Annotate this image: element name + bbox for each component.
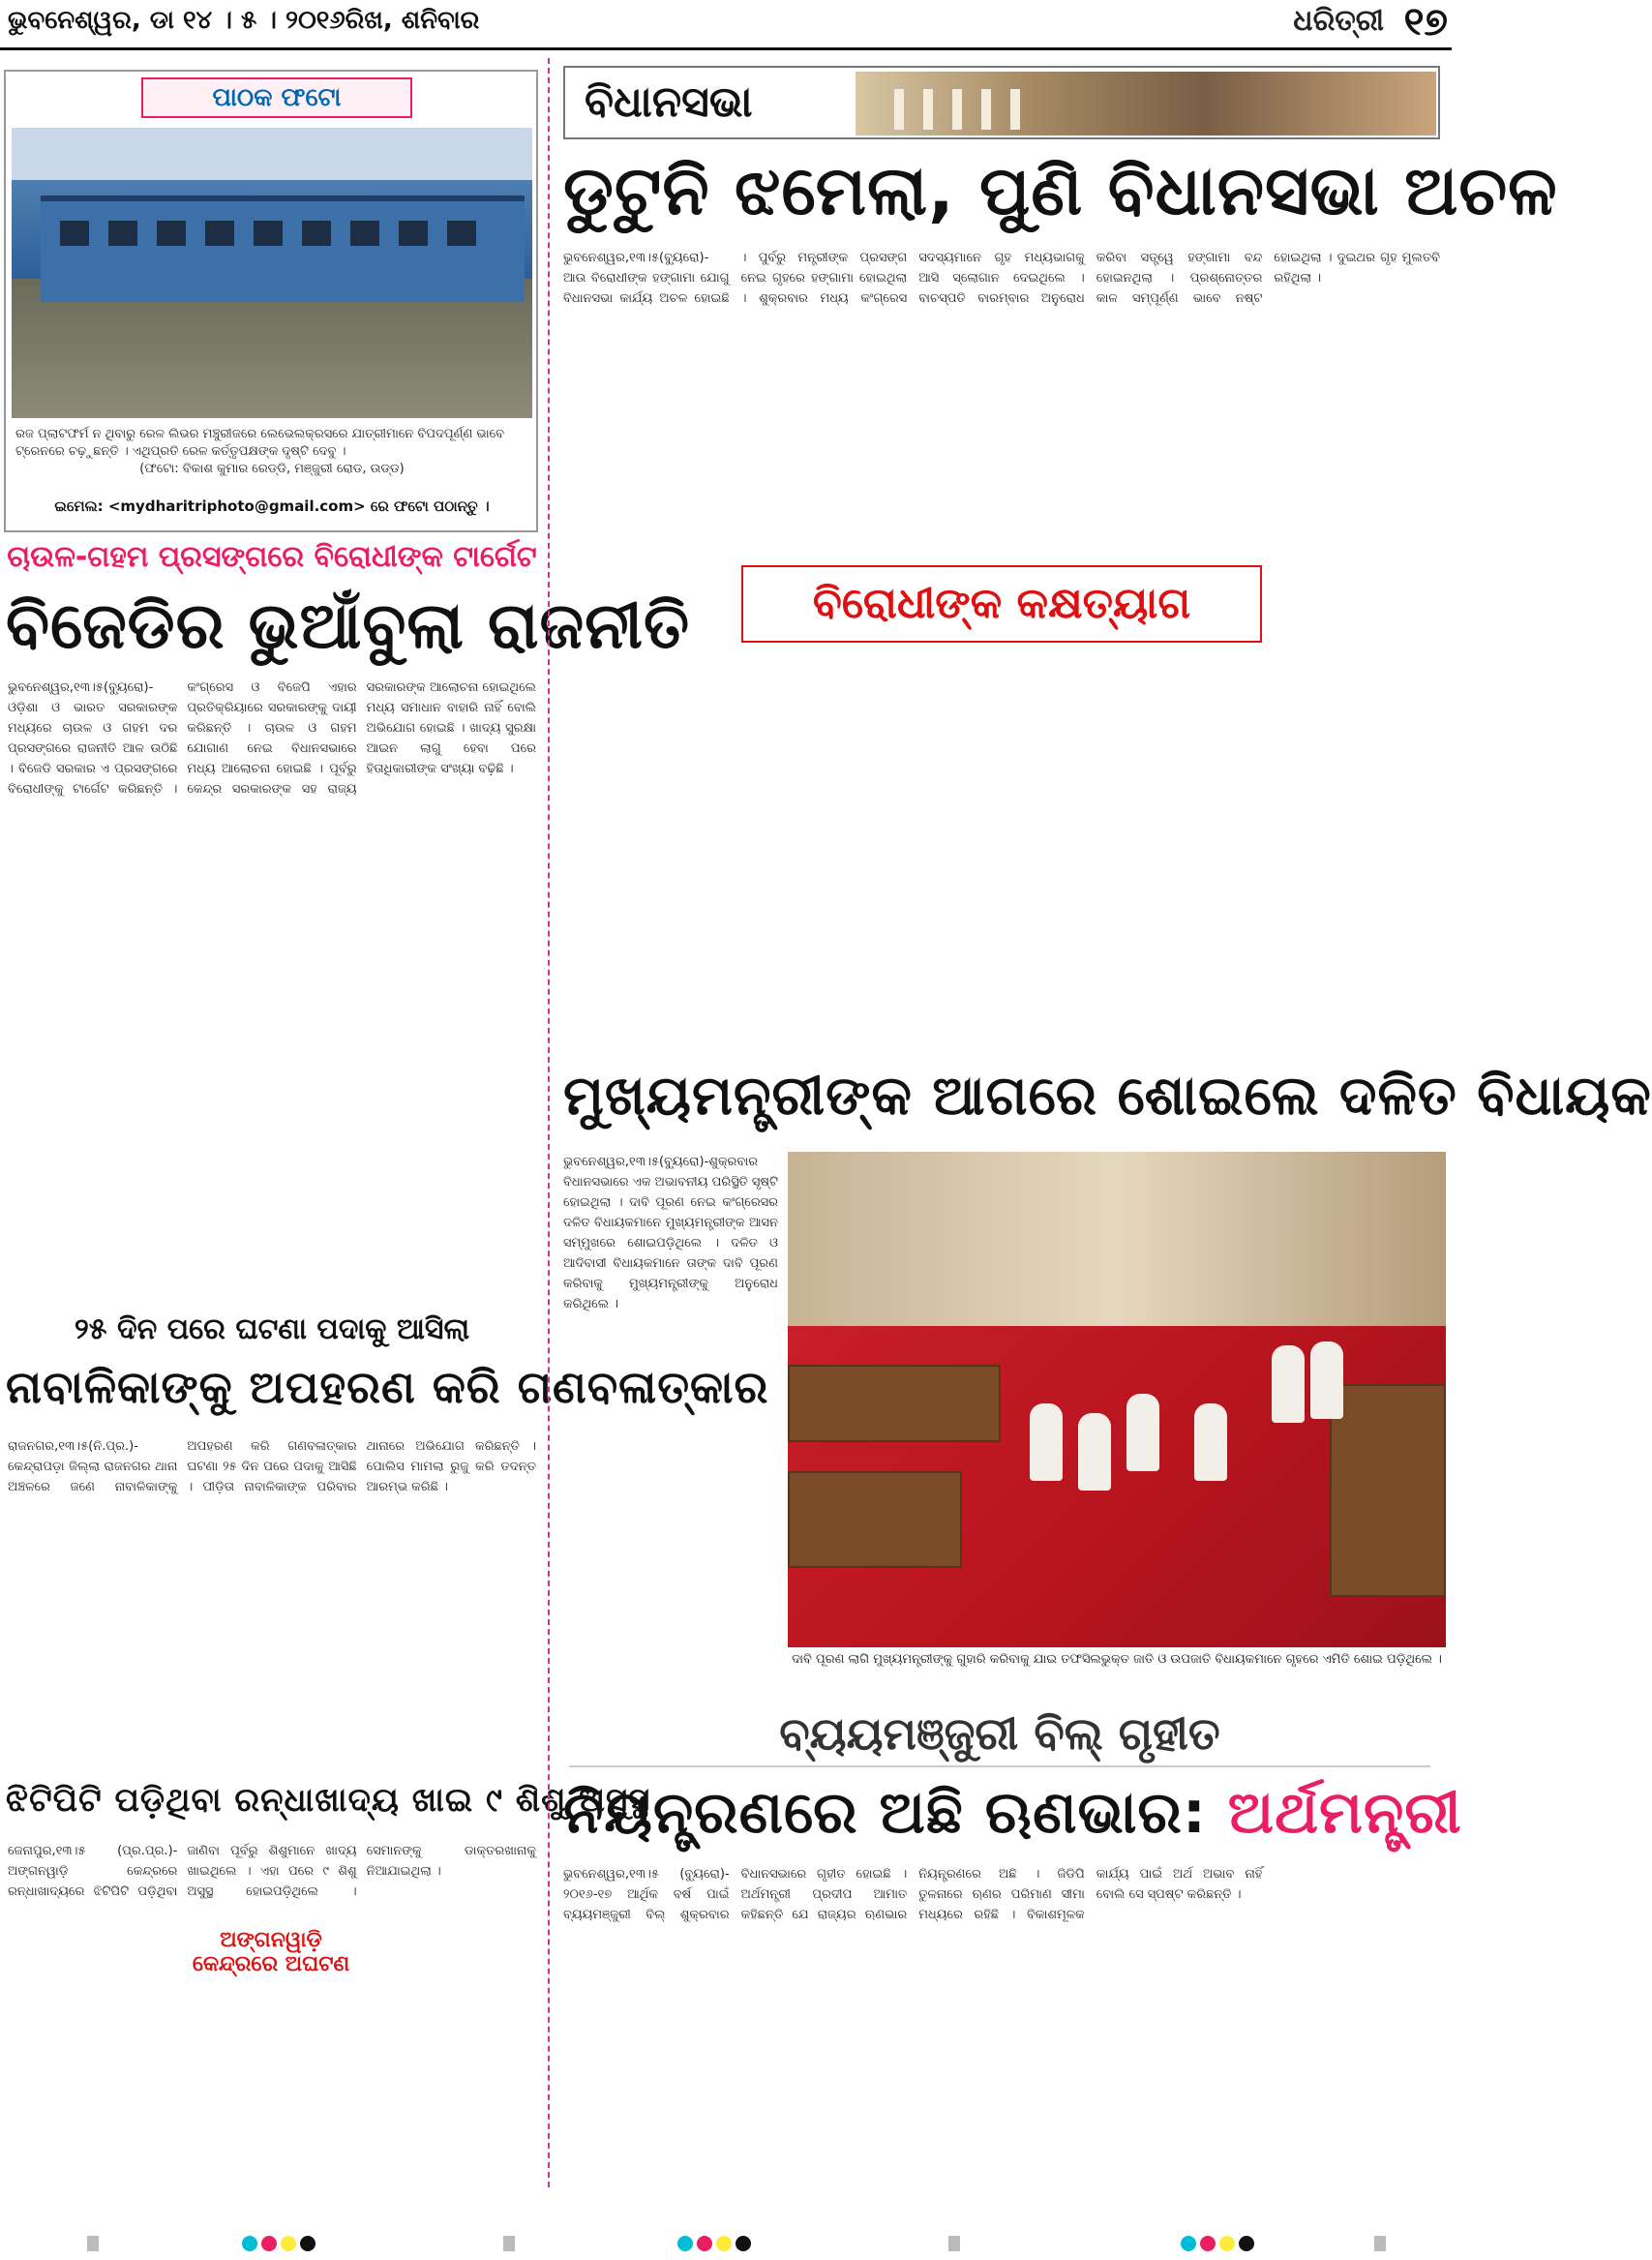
assembly-floor-photo [788,1152,1446,1647]
person-shape [1030,1403,1063,1481]
yellow-dot [281,2236,296,2251]
assembly-building-photo [856,72,1436,136]
train-window [254,221,283,246]
story6-headline [563,1779,1462,1847]
story2-kicker: ୨୫ ଦିନ ପରେ ଘଟଣା ପଦାକୁ ଆସିଲା [74,1312,470,1346]
reader-photo-tag: ପାଠକ ଫଟୋ [141,77,412,118]
bench-shape [1330,1384,1446,1597]
pillar-shape [981,89,991,130]
story6-headline-accent: ଅର୍ଥମନ୍ତ୍ରୀ [1227,1779,1462,1847]
pillar-shape [894,89,904,130]
cyan-dot [1181,2236,1196,2251]
train-window [108,221,137,246]
train-window [205,221,234,246]
paper-logo: ଧରିତ୍ରୀ [1293,4,1384,38]
bench-shape [788,1471,962,1568]
black-dot [300,2236,315,2251]
person-shape [1194,1403,1227,1481]
black-dot [736,2236,751,2251]
page-number: ୧୭ [1403,0,1448,45]
registration-mark [87,2236,99,2251]
person-shape [1272,1345,1305,1423]
train-window [350,221,379,246]
story5-body: ଭୁବନେଶ୍ୱର,୧୩।୫(ବ୍ୟୁରୋ)-ଶୁକ୍ରବାର ବିଧାନସଭାରେ ଏକ ଅଭାବନୀୟ ପରିସ୍ଥିତି ସୃଷ୍ଟି ହୋଇଥିଲା । ଦାବି ପୂରଣ ନେଇ କଂଗ୍ରେସର ଦଳିତ ବିଧାୟକମାନେ ମୁଖ୍ୟମନ୍ତ୍ରୀଙ୍କ ଆସନ ସମ୍ମୁଖରେ ଶୋଇପଡ଼ିଥିଲେ । ଦଳିତ ଓ ଆଦିବାସୀ ବିଧାୟକମାନେ ତାଙ୍କ ଦାବି ପୂରଣ କରିବାକୁ ମୁଖ୍ୟମନ୍ତ୍ରୀଙ୍କୁ ଅନୁରୋଧ କରିଥିଲେ । [563,1155,778,1311]
train-window [60,221,89,246]
print-marks [0,2226,1452,2260]
story1-kicker: ଚାଉଳ-ଗହମ ପ୍ରସଙ୍ଗରେ ବିରୋଧୀଙ୍କ ଟାର୍ଗେଟ [7,540,537,574]
story2-headline: ନାବାଳିକାଙ୍କୁ ଅପହରଣ କରି ଗଣବଳାତ୍କାର [6,1361,769,1413]
story6-headline-main: ନିୟନ୍ତ୍ରଣରେ ଅଛି ଋଣଭାର: [563,1779,1207,1847]
story3-inset [174,1928,368,1996]
inset-title: ଅଙ୍ଗନୱାଡ଼ି [220,1928,322,1952]
story3-body: ଜେନାପୁର,୧୩।୫ (ପ୍ର.ପ୍ର.)- ଅଙ୍ଗନୱାଡ଼ି କେନ୍ଦ୍ରରେ ରନ୍ଧାଖାଦ୍ୟରେ ଝିଟିପିଟି ପଡ଼ିଥିବା ଜାଣିବା ପୂର୍ବରୁ ଶିଶୁମାନେ ଖାଦ୍ୟ ଖାଇଥିଲେ । ଏହା ପରେ ୯ ଶିଶୁ ଅସୁସ୍ଥ ହୋଇପଡ଼ିଥିଲେ । ସେମାନଙ୍କୁ ଡାକ୍ତରଖାନାକୁ ନିଆଯାଇଥିଲା । [8,1844,536,1899]
story1-body: ଭୁବନେଶ୍ୱର,୧୩।୫(ବ୍ୟୁରୋ)- ଓଡ଼ିଶା ଓ ଭାରତ ସରକାରଙ୍କ ମଧ୍ୟରେ ଚାଉଳ ଓ ଗହମ ଦର ପ୍ରସଙ୍ଗରେ ରାଜନୀତି ଆଳ ଉଠିଛି । ବିଜେଡି ସରକାର ଏ ପ୍ରସଙ୍ଗରେ ବିରୋଧୀଙ୍କୁ ଟାର୍ଗେଟ କରିଛନ୍ତି । କଂଗ୍ରେସ ଓ ବିଜେପି ଏହାର ପ୍ରତିକ୍ରିୟାରେ ସରକାରଙ୍କୁ ଦାୟୀ କରିଛନ୍ତି । ଚାଉଳ ଓ ଗହମ ଯୋଗାଣ ନେଇ ବିଧାନସଭାରେ ମଧ୍ୟ ଆଲୋଚନା ହୋଇଛି । ପୂର୍ବରୁ କେନ୍ଦ୍ର ସରକାରଙ୍କ ସହ ରାଜ୍ୟ ସରକାରଙ୍କ ଆଲୋଚନା ହୋଇଥିଲେ ମଧ୍ୟ ସମାଧାନ ବାହାରି ନାହିଁ ବୋଲି ଅଭିଯୋଗ ହୋଇଛି । ଖାଦ୍ୟ ସୁରକ୍ଷା ଆଇନ ଲାଗୁ ହେବା ପରେ ହିତାଧିକାରୀଙ୍କ ସଂଖ୍ୟା ବଢ଼ିଛି । [8,680,536,797]
cyan-dot [677,2236,693,2251]
bench-shape [788,1365,1001,1442]
right-column [548,58,1652,2187]
magenta-dot [261,2236,277,2251]
story3-headline: ଝିଟିପିଟି ପଡ଼ିଥିବା ରନ୍ଧାଖାଦ୍ୟ ଖାଇ ୯ ଶିଶୁ ଅସୁସ୍ଥ [6,1781,650,1820]
photo-credit: (ଫଟୋ: ବିକାଶ କୁମାର ରେଡ୍ଡି, ମଞ୍ଜୁରୀ ରୋଡ, ଉଡ୍ଡ) [139,462,405,476]
pillar-shape [1010,89,1020,130]
story6-body: ଭୁବନେଶ୍ୱର,୧୩।୫ (ବ୍ୟୁରୋ)- ୨୦୧୬-୧୭ ଆର୍ଥିକ ବର୍ଷ ପାଇଁ ବ୍ୟୟମଞ୍ଜୁରୀ ବିଲ୍ ଶୁକ୍ରବାର ବିଧାନସଭାରେ ଗୃହୀତ ହୋଇଛି । ଅର୍ଥମନ୍ତ୍ରୀ ପ୍ରଦୀପ ଆମାତ କହିଛନ୍ତି ଯେ ରାଜ୍ୟର ଋଣଭାର ନିୟନ୍ତ୍ରଣରେ ଅଛି । ଜିଡିପି ତୁଳନାରେ ଋଣର ପରିମାଣ ସୀମା ମଧ୍ୟରେ ରହିଛି । ବିକାଶମୂଳକ କାର୍ଯ୍ୟ ପାଇଁ ଅର୍ଥ ଅଭାବ ନାହିଁ ବୋଲି ସେ ସ୍ପଷ୍ଟ କରିଛନ୍ତି । [563,1867,1263,1922]
page-header [0,0,1452,50]
registration-mark [948,2236,960,2251]
train-window [447,221,476,246]
story1-headline: ବିଜେଡିର ଭୁଆଁବୁଲା ରାଜନୀତି [6,588,691,663]
magenta-dot [697,2236,712,2251]
reader-photo-box [4,70,538,532]
pillar-shape [923,89,933,130]
inset-subtitle: କେନ୍ଦ୍ରରେ ଅଘଟଣ [192,1952,350,1976]
story4-body: ଭୁବନେଶ୍ୱର,୧୩।୫(ବ୍ୟୁରୋ)- ଆଉ ବିରୋଧୀଙ୍କ ହଙ୍ଗାମା ଯୋଗୁ ବିଧାନସଭା କାର୍ଯ୍ୟ ଅଚଳ ହୋଇଛି । ପୁର୍ବରୁ ମନ୍ତ୍ରୀଙ୍କ ପ୍ରସଙ୍ଗ ନେଇ ଗୃହରେ ହଙ୍ଗାମା ହୋଇଥିଲା । ଶୁକ୍ରବାର ମଧ୍ୟ କଂଗ୍ରେସ ସଦସ୍ୟମାନେ ଗୃହ ମଧ୍ୟଭାଗକୁ ଆସି ସ୍ଲୋଗାନ ଦେଇଥିଲେ । ବାଚସ୍ପତି ବାରମ୍ବାର ଅନୁରୋଧ କରିବା ସତ୍ତ୍ୱେ ହଙ୍ଗାମା ବନ୍ଦ ହୋଇନଥିଲା । ପ୍ରଶ୍ନୋତ୍ତର କାଳ ସମ୍ପୂର୍ଣ୍ଣ ଭାବେ ନଷ୍ଟ ହୋଇଥିଲା । ଦୁଇଥର ଗୃହ ମୁଲତବି ରହିଥିଲା । [563,251,1440,306]
magenta-dot [1200,2236,1216,2251]
story2-body: ରାଜନଗର,୧୩।୫(ନି.ପ୍ର.)- କେନ୍ଦ୍ରାପଡ଼ା ଜିଲ୍ଲା ରାଜନଗର ଥାନା ଅଞ୍ଚଳରେ ଜଣେ ନାବାଳିକାଙ୍କୁ ଅପହରଣ କରି ଗଣବଳାତ୍କାର ଘଟଣା ୨୫ ଦିନ ପରେ ପଦାକୁ ଆସିଛି । ପୀଡ଼ିତା ନାବାଳିକାଙ୍କ ପରିବାର ଥାନାରେ ଅଭିଯୋଗ କରିଛନ୍ତି । ପୋଲିସ ମାମଲା ରୁଜୁ କରି ତଦନ୍ତ ଆରମ୍ଭ କରିଛି । [8,1439,536,1494]
sidebar-highlight-box: ବିରୋଧୀଙ୍କ କକ୍ଷତ୍ୟାଗ [741,565,1262,643]
registration-mark [1374,2236,1386,2251]
reader-photo-email: ଇମେଲ: <mydharitriphoto@gmail.com> ରେ ଫଟୋ ପଠାନ୍ତୁ । [54,497,490,515]
story6-kicker: ବ୍ୟୟମଞ୍ଜୁରୀ ବିଲ୍ ଗୃହୀତ [569,1703,1430,1767]
reader-photo-caption [15,426,528,478]
section-banner [563,66,1440,139]
caption-text: ରଜ ପ୍ଲାଟଫର୍ମ ନ ଥିବାରୁ ରେଳ ଲିଭର ମଞ୍ଚୁରୀଜରେ ଲେଭେଲକ୍ରସରେ ଯାତ୍ରୀମାନେ ବିପଦପୂର୍ଣ୍ଣ ଭାବେ ଟ୍ରେନରେ ଚଢ଼ୁଛନ୍ତି । ଏଥିପ୍ରତି ରେଳ କର୍ତ୍ତୃପକ୍ଷଙ୍କ ଦୃଷ୍ଟି ଦେବୁ । [15,427,505,459]
person-shape [1310,1341,1343,1419]
cyan-dot [242,2236,257,2251]
train-photo [12,128,532,418]
person-shape [1078,1413,1111,1491]
assembly-photo-caption: ଦାବି ପୂରଣ ଲାଗି ମୁଖ୍ୟମନ୍ତ୍ରୀଙ୍କୁ ଗୁହାରି କରିବାକୁ ଯାଇ ତଫସିଲଭୁକ୍ତ ଜାତି ଓ ଉପଜାତି ବିଧାୟକମାନେ ଗୃହରେ ଏମିତି ଶୋଇ ପଡ଼ିଥିଲେ । [792,1652,1442,1667]
pillar-shape [952,89,962,130]
section-label: ବିଧାନସଭା [585,77,753,127]
train-window [302,221,331,246]
person-shape [1126,1394,1159,1471]
yellow-dot [1219,2236,1235,2251]
date-line: ଭୁବନେଶ୍ୱର, ଡା ୧୪ । ୫ । ୨୦୧୬ରିଖ, ଶନିବାର [8,6,480,35]
train-window [399,221,428,246]
chamber-wall [788,1152,1446,1326]
story4-headline: ଡୁଟୁନି ଝମେଲା, ପୁଣି ବିଧାନସଭା ଅଚଳ [563,151,1558,230]
story5-headline: ମୁଖ୍ୟମନ୍ତ୍ରୀଙ୍କ ଆଗରେ ଶୋଇଲେ ଦଳିତ ବିଧାୟକ [563,1065,1652,1128]
train-carriage [41,196,525,302]
train-window [157,221,186,246]
black-dot [1239,2236,1254,2251]
yellow-dot [716,2236,732,2251]
registration-mark [503,2236,515,2251]
